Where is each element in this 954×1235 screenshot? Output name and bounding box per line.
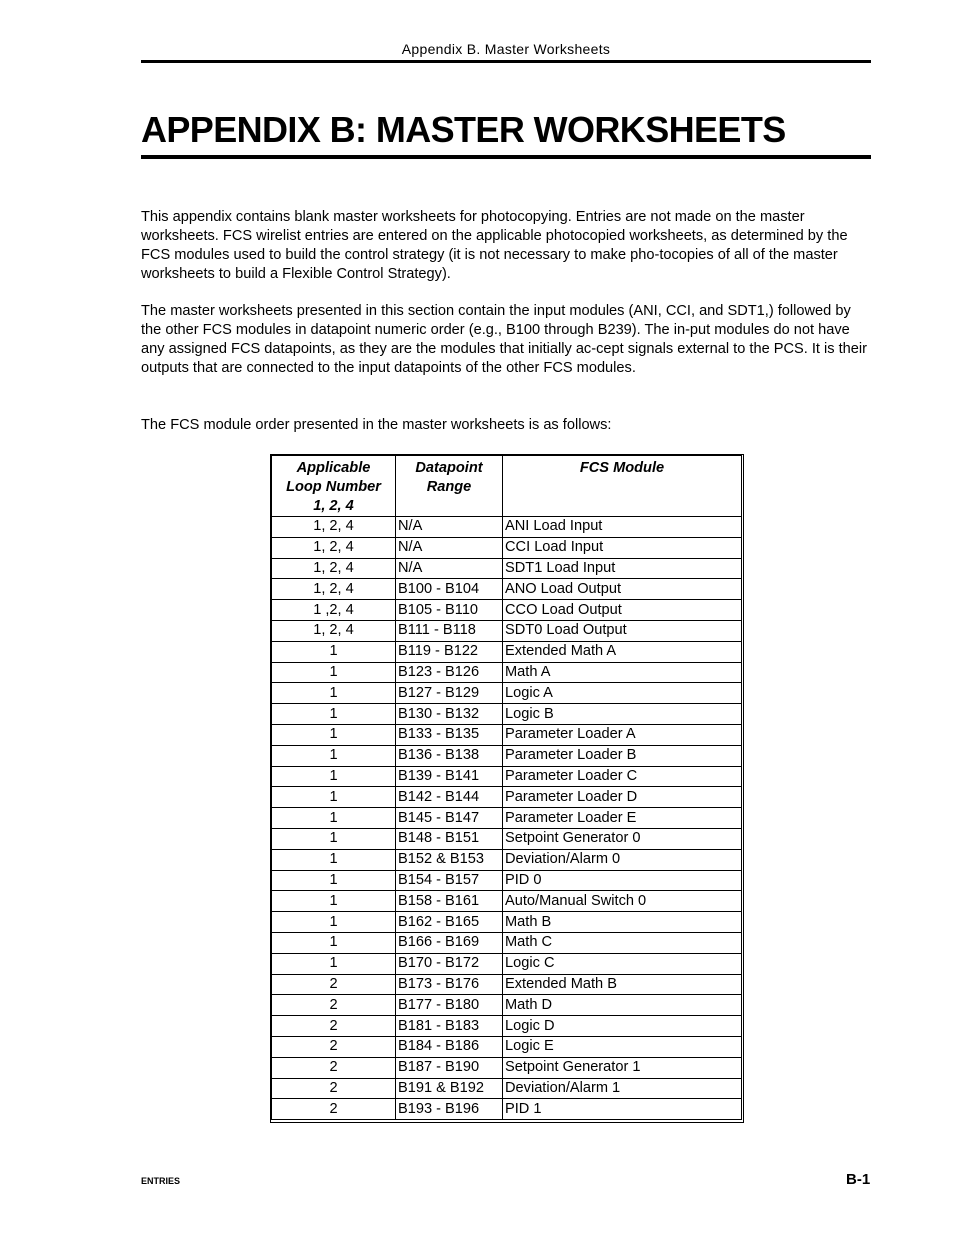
table-row [272, 517, 742, 538]
fcs-module-cell: PID 0 [503, 870, 742, 891]
page-number: B-1 [846, 1171, 871, 1188]
table-row [272, 1036, 742, 1057]
datapoint-range-cell: B166 - B169 [396, 932, 503, 953]
fcs-module-cell: Parameter Loader B [503, 745, 742, 766]
loop-number-cell: 2 [272, 1036, 396, 1057]
fcs-module-cell: Extended Math A [503, 641, 742, 662]
datapoint-range-cell: B152 & B153 [396, 849, 503, 870]
loop-number-cell: 1 [272, 641, 396, 662]
datapoint-range-cell: N/A [396, 537, 503, 558]
table-row [272, 1099, 742, 1120]
fcs-module-cell: Logic E [503, 1036, 742, 1057]
loop-number-cell: 1 [272, 787, 396, 808]
table-row [272, 912, 742, 933]
table-row [272, 766, 742, 787]
datapoint-range-cell: B123 - B126 [396, 662, 503, 683]
loop-number-cell: 1, 2, 4 [272, 558, 396, 579]
datapoint-range-cell: B111 - B118 [396, 620, 503, 641]
loop-number-cell: 1 [272, 932, 396, 953]
loop-number-cell: 1 [272, 891, 396, 912]
loop-number-cell: 1 ,2, 4 [272, 600, 396, 621]
fcs-module-cell: Setpoint Generator 0 [503, 828, 742, 849]
loop-number-cell: 1 [272, 912, 396, 933]
loop-number-cell: 2 [272, 1078, 396, 1099]
table-row [272, 849, 742, 870]
fcs-module-cell: Parameter Loader A [503, 724, 742, 745]
table-row [272, 1057, 742, 1078]
loop-number-cell: 1, 2, 4 [272, 579, 396, 600]
datapoint-range-cell: B193 - B196 [396, 1099, 503, 1120]
datapoint-range-cell: B191 & B192 [396, 1078, 503, 1099]
datapoint-range-cell: B130 - B132 [396, 704, 503, 725]
table-row [272, 662, 742, 683]
footer-section-label: ENTRIES [141, 1176, 181, 1186]
fcs-module-cell: Logic C [503, 953, 742, 974]
loop-number-cell: 1 [272, 870, 396, 891]
fcs-module-cell: PID 1 [503, 1099, 742, 1120]
table-row [272, 704, 742, 725]
loop-number-cell: 1 [272, 849, 396, 870]
datapoint-range-cell: B158 - B161 [396, 891, 503, 912]
fcs-module-cell: Logic A [503, 683, 742, 704]
table-row [272, 787, 742, 808]
datapoint-range-cell: B136 - B138 [396, 745, 503, 766]
header-datapoint-range [396, 456, 503, 517]
table-row [272, 620, 742, 641]
fcs-module-cell: Logic B [503, 704, 742, 725]
table-row [272, 953, 742, 974]
loop-number-cell: 1, 2, 4 [272, 537, 396, 558]
loop-number-cell: 1 [272, 828, 396, 849]
table-row [272, 600, 742, 621]
datapoint-range-cell: B142 - B144 [396, 787, 503, 808]
datapoint-range-cell: B170 - B172 [396, 953, 503, 974]
table-row [272, 932, 742, 953]
module-order-table [271, 455, 742, 1120]
datapoint-range-cell: B127 - B129 [396, 683, 503, 704]
table-body [272, 517, 742, 1120]
title-rule [141, 155, 871, 159]
table-row [272, 870, 742, 891]
fcs-module-cell: CCO Load Output [503, 600, 742, 621]
table-header-row [272, 456, 742, 517]
fcs-module-cell: Math D [503, 995, 742, 1016]
loop-number-cell: 1 [272, 662, 396, 683]
datapoint-range-cell: B154 - B157 [396, 870, 503, 891]
loop-number-cell: 1, 2, 4 [272, 620, 396, 641]
loop-number-cell: 1 [272, 953, 396, 974]
table-row [272, 828, 742, 849]
table-row [272, 995, 742, 1016]
header-loop-number [272, 456, 396, 517]
header-range-line2: Range [426, 479, 472, 495]
loop-number-cell: 1 [272, 745, 396, 766]
table-row [272, 745, 742, 766]
fcs-module-cell: Deviation/Alarm 1 [503, 1078, 742, 1099]
datapoint-range-cell: B139 - B141 [396, 766, 503, 787]
table-row [272, 808, 742, 829]
intro-paragraph: This appendix contains blank master worksheets for photocopying. Entries are not made on the master worksheets. FCS wirelist entries are entered on the applicable photocopied worksheets, as determined by the FCS modules used to build the control strategy (it is not necessary to make pho-tocopies of all of the master worksheets to build a Flexible Control Strategy). [141, 209, 848, 282]
loop-number-cell: 1 [272, 704, 396, 725]
datapoint-range-cell: B133 - B135 [396, 724, 503, 745]
loop-number-cell: 1 [272, 808, 396, 829]
fcs-module-cell: SDT0 Load Output [503, 620, 742, 641]
fcs-module-cell: Deviation/Alarm 0 [503, 849, 742, 870]
fcs-module-cell: Parameter Loader D [503, 787, 742, 808]
header-range-line1: Datapoint [415, 460, 483, 476]
table-row [272, 683, 742, 704]
header-loop-line3: 1, 2, 4 [313, 498, 354, 514]
loop-number-cell: 1 [272, 766, 396, 787]
fcs-module-cell: Auto/Manual Switch 0 [503, 891, 742, 912]
header-loop-line2: Loop Number [286, 479, 381, 495]
running-header: Appendix B. Master Worksheets [401, 41, 611, 57]
loop-number-cell: 2 [272, 995, 396, 1016]
loop-number-cell: 2 [272, 1099, 396, 1120]
fcs-module-cell: Parameter Loader C [503, 766, 742, 787]
fcs-module-cell: Parameter Loader E [503, 808, 742, 829]
datapoint-range-cell: B162 - B165 [396, 912, 503, 933]
table-row [272, 579, 742, 600]
table-row [272, 1016, 742, 1037]
datapoint-range-cell: B177 - B180 [396, 995, 503, 1016]
datapoint-range-cell: B184 - B186 [396, 1036, 503, 1057]
fcs-module-cell: Logic D [503, 1016, 742, 1037]
datapoint-range-cell: B100 - B104 [396, 579, 503, 600]
table-row [272, 558, 742, 579]
table-row [272, 974, 742, 995]
table-row [272, 1078, 742, 1099]
datapoint-range-cell: B119 - B122 [396, 641, 503, 662]
table-row [272, 537, 742, 558]
fcs-module-cell: Math A [503, 662, 742, 683]
order-paragraph: The FCS module order presented in the master worksheets is as follows: [141, 417, 612, 433]
fcs-module-cell: Extended Math B [503, 974, 742, 995]
header-fcs-module: FCS Module [503, 456, 742, 517]
datapoint-range-cell: B148 - B151 [396, 828, 503, 849]
datapoint-range-cell: B105 - B110 [396, 600, 503, 621]
datapoint-range-cell: N/A [396, 558, 503, 579]
table-row [272, 891, 742, 912]
fcs-module-cell: ANI Load Input [503, 517, 742, 538]
loop-number-cell: 2 [272, 1016, 396, 1037]
datapoint-range-cell: B173 - B176 [396, 974, 503, 995]
loop-number-cell: 1, 2, 4 [272, 517, 396, 538]
header-loop-line1: Applicable [296, 460, 371, 476]
table-row [272, 641, 742, 662]
module-order-table-frame [270, 454, 744, 1123]
datapoint-range-cell: B145 - B147 [396, 808, 503, 829]
loop-number-cell: 2 [272, 974, 396, 995]
datapoint-range-cell: N/A [396, 517, 503, 538]
fcs-module-cell: SDT1 Load Input [503, 558, 742, 579]
fcs-module-cell: Math B [503, 912, 742, 933]
table-row [272, 724, 742, 745]
fcs-module-cell: CCI Load Input [503, 537, 742, 558]
loop-number-cell: 1 [272, 724, 396, 745]
fcs-module-cell: ANO Load Output [503, 579, 742, 600]
datapoint-range-cell: B181 - B183 [396, 1016, 503, 1037]
datapoint-range-cell: B187 - B190 [396, 1057, 503, 1078]
fcs-module-cell: Setpoint Generator 1 [503, 1057, 742, 1078]
fcs-module-cell: Math C [503, 932, 742, 953]
loop-number-cell: 1 [272, 683, 396, 704]
loop-number-cell: 2 [272, 1057, 396, 1078]
header-rule [141, 60, 871, 63]
modules-paragraph: The master worksheets presented in this section contain the input modules (ANI, CCI, and SDT1,) followed by the other FCS modules in datapoint numeric order (e.g., B100 through B239). The in-put modules do not have any assigned FCS datapoints, as they are the modules that initially ac-cept signals external to the PCS. It is their outputs that are connected to the input datapoints of the other FCS modules. [141, 303, 868, 376]
page-title: APPENDIX B: MASTER WORKSHEETS [141, 109, 786, 150]
